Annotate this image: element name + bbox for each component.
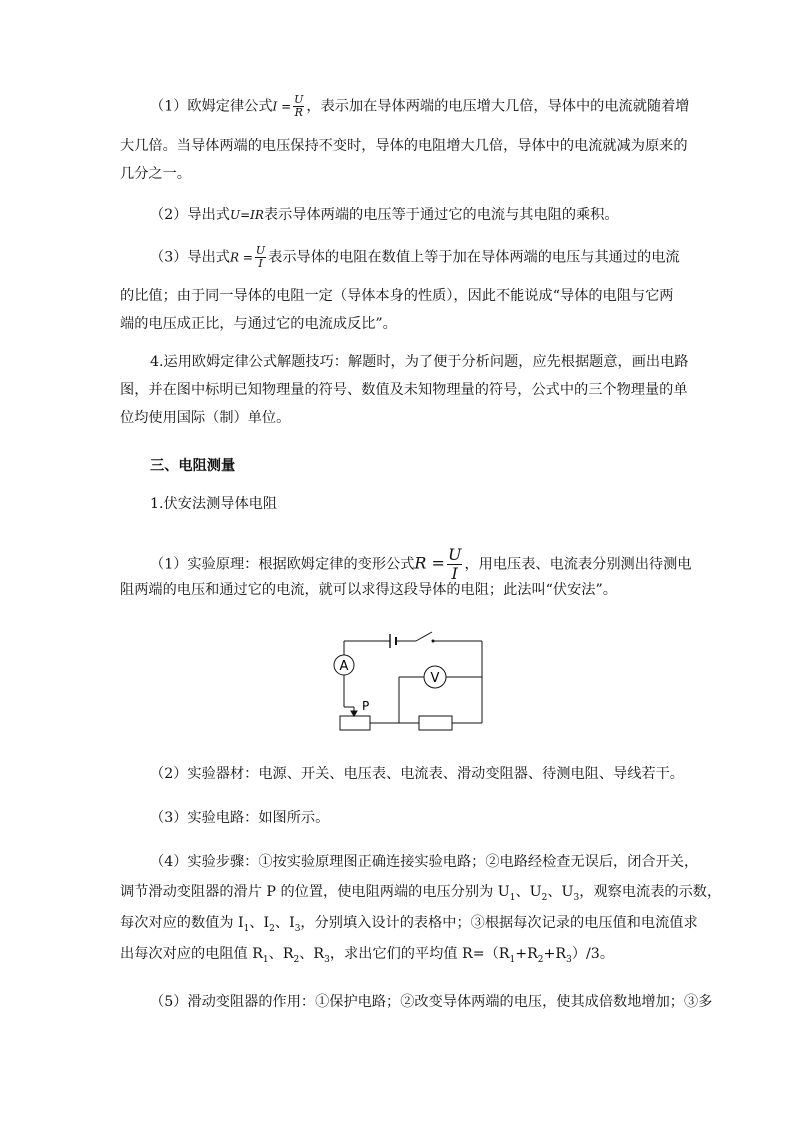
slider-arrow-head: [351, 711, 357, 716]
paragraph-solving-tips-line1: 4.运用欧姆定律公式解题技巧：解题时，为了便于分析问题，应先根据题意，画出电路: [150, 354, 689, 370]
paragraph-rheostat-role: （5）滑动变阻器的作用：①保护电路；②改变导体两端的电压，使其成倍数地增加；③多: [150, 994, 713, 1010]
subscript: 1: [262, 954, 269, 965]
subscript: 1: [509, 954, 516, 965]
circuit-diagram: [320, 624, 495, 734]
paragraph-ohms-law-line1: [150, 94, 794, 119]
paragraph-derived-formula-r-line3: 端的电压成正比，与通过它的电流成反比”。: [120, 316, 397, 332]
text-segment: +R: [515, 946, 538, 962]
subscript: 3: [573, 892, 580, 903]
subscript: 3: [566, 954, 572, 965]
text-segment: ，观察电流表的示数，: [579, 884, 722, 900]
fraction-denominator: I: [451, 564, 458, 583]
section-heading-resistance-measurement: 三、电阻测量: [150, 458, 236, 474]
paragraph-steps-line3: [120, 913, 794, 939]
formula-fraction-u-over-r: [293, 94, 304, 119]
subscript: 2: [537, 954, 544, 965]
fraction-denominator: I: [258, 257, 263, 270]
fraction-denominator: R: [294, 106, 303, 119]
subscript: 1: [509, 892, 516, 903]
paragraph-derived-formula-r-line1: [150, 245, 794, 270]
slider-label: P: [362, 699, 370, 713]
text-segment: 表示导体的电阻在数值上等于加在导体两端的电压与其通过的电流: [268, 249, 680, 266]
text-segment: 、I: [274, 915, 295, 931]
text-segment: 表示导体两端的电压等于通过它的电流与其电阻的乘积。: [263, 207, 619, 223]
formula-symbol: R =: [229, 250, 253, 265]
paragraph-steps-line4: [120, 944, 794, 970]
formula-symbol: I =: [272, 99, 292, 114]
ammeter-label: A: [339, 659, 349, 674]
text-segment: （1）欧姆定律公式: [150, 98, 273, 115]
text-segment: 、R: [299, 946, 325, 962]
text-segment: 每次对应的数值为 I: [120, 915, 244, 931]
paragraph-solving-tips-line2: 图，并在图中标明已知物理量的符号、数值及未知物理量的符号，公式中的三个物理量的单: [120, 382, 688, 398]
paragraph-derived-formula-u: [150, 205, 794, 225]
paragraph-principle-line1: [150, 546, 794, 583]
paragraph-equipment: （2）实验器材：电源、开关、电压表、电流表、滑动变阻器、待测电阻、导线若干。: [150, 766, 684, 782]
subscript: 2: [293, 954, 300, 965]
text-segment: 、U: [547, 884, 574, 900]
text-segment: 出每次对应的电阻值 R: [120, 946, 263, 962]
resistor-under-test: [419, 716, 452, 730]
formula-u-equals-ir: U=IR: [229, 208, 264, 222]
paragraph-principle-line2: 阻两端的电压和通过它的电流，就可以求得这段导体的电阻；此法叫“伏安法”。: [120, 582, 617, 598]
text-segment: ，用电压表、电流表分别测出待测电: [464, 556, 692, 573]
paragraph-ohms-law-line2: 大几倍。当导体两端的电压保持不变时，导体的电阻增大几倍，导体中的电流就减为原来的: [120, 138, 688, 154]
text-segment: ，求出它们的平均值 R=（R: [329, 946, 510, 962]
paragraph-derived-formula-r-line2: 的比值；由于同一导体的电阻一定（导体本身的性质），因此不能说成“导体的电阻与它两: [120, 288, 674, 304]
text-segment: 、U: [515, 884, 542, 900]
fraction-numerator: U: [447, 545, 462, 564]
formula-fraction-u-over-i: [447, 546, 462, 583]
text-segment: ，分别填入设计的表格中；③根据每次记录的电压值和电流值求: [300, 915, 698, 931]
subscript: 3: [324, 954, 330, 965]
subscript: 2: [269, 923, 275, 934]
paragraph-steps-line1: （4）实验步骤：①按实验原理图正确连接实验电路；②电路经检查无误后，闭合开关，: [150, 854, 699, 870]
subscript: 1: [243, 923, 250, 934]
text-segment: ）/3。: [571, 946, 615, 962]
subscript: 3: [294, 923, 301, 934]
paragraph-solving-tips-line3: 位均使用国际（制）单位。: [120, 410, 291, 426]
paragraph-ohms-law-line3: 几分之一。: [120, 166, 191, 182]
subheading-voltammetry: 1.伏安法测导体电阻: [150, 496, 278, 512]
text-segment: 、R: [268, 946, 294, 962]
voltmeter-label: V: [430, 671, 440, 686]
text-segment: ，表示加在导体两端的电压增大几倍，导体中的电流就随着增: [306, 98, 690, 115]
fraction-numerator: U: [255, 244, 266, 257]
rheostat-body: [340, 716, 370, 730]
formula-fraction-u-over-i: [255, 245, 266, 270]
switch-contact: [432, 640, 434, 642]
text-segment: （3）导出式: [150, 249, 230, 266]
text-segment: （1）实验原理：根据欧姆定律的变形公式: [150, 556, 415, 573]
formula-symbol: R =: [414, 553, 445, 573]
fraction-numerator: U: [294, 93, 304, 106]
switch-blade: [416, 632, 432, 641]
text-segment: 、I: [249, 915, 270, 931]
text-segment: +R: [543, 946, 567, 962]
text-segment: （2）导出式: [150, 207, 230, 223]
text-segment: 调节滑动变阻器的滑片 P 的位置，使电阻两端的电压分别为 U: [120, 884, 510, 900]
paragraph-steps-line2: [120, 882, 794, 908]
subscript: 2: [541, 892, 548, 903]
paragraph-circuit-ref: （3）实验电路：如图所示。: [150, 810, 330, 826]
